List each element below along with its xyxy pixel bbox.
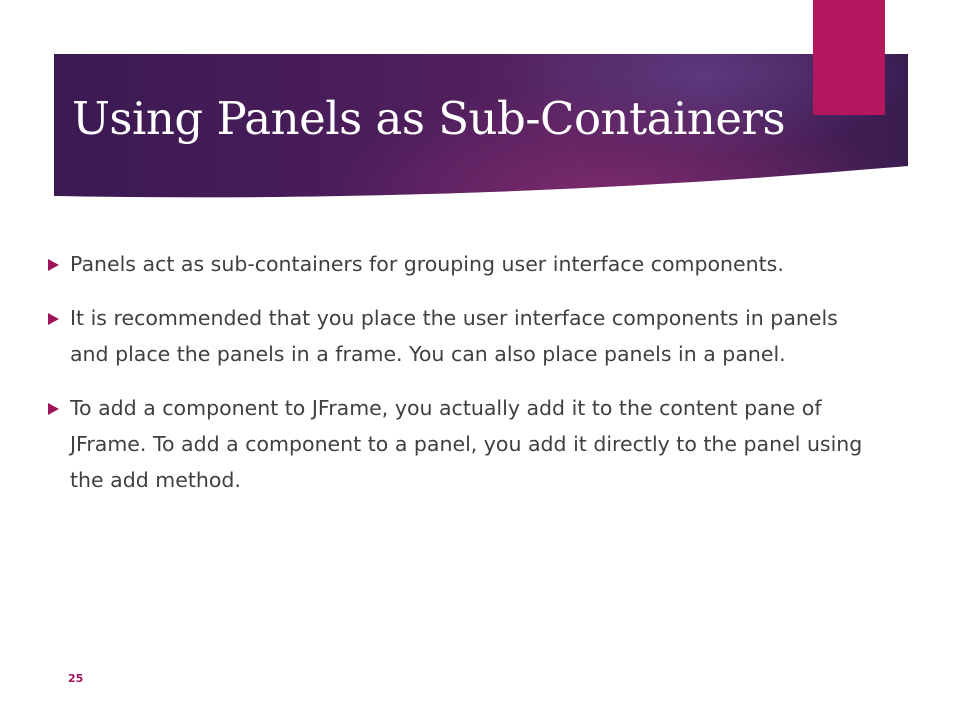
right-triangle-icon	[48, 403, 59, 415]
accent-bar	[813, 0, 885, 115]
bullet-list	[48, 246, 878, 516]
bullet-text: To add a component to JFrame, you actually add it to the content pane of JFrame. To add a component to a panel, you add it directly to the panel using the add method.	[70, 396, 863, 492]
title-banner	[54, 54, 908, 224]
bullet-item	[48, 246, 878, 282]
right-triangle-icon	[48, 259, 59, 271]
bullet-item	[48, 390, 878, 498]
bullet-item	[48, 300, 878, 372]
bullet-text: It is recommended that you place the user interface components in panels and place the panels in a frame. You can also place panels in a panel.	[70, 306, 838, 366]
page-number: 25	[68, 672, 84, 685]
slide-title: Using Panels as Sub-Containers	[72, 92, 786, 145]
bullet-text: Panels act as sub-containers for grouping user interface components.	[70, 252, 784, 276]
right-triangle-icon	[48, 313, 59, 325]
